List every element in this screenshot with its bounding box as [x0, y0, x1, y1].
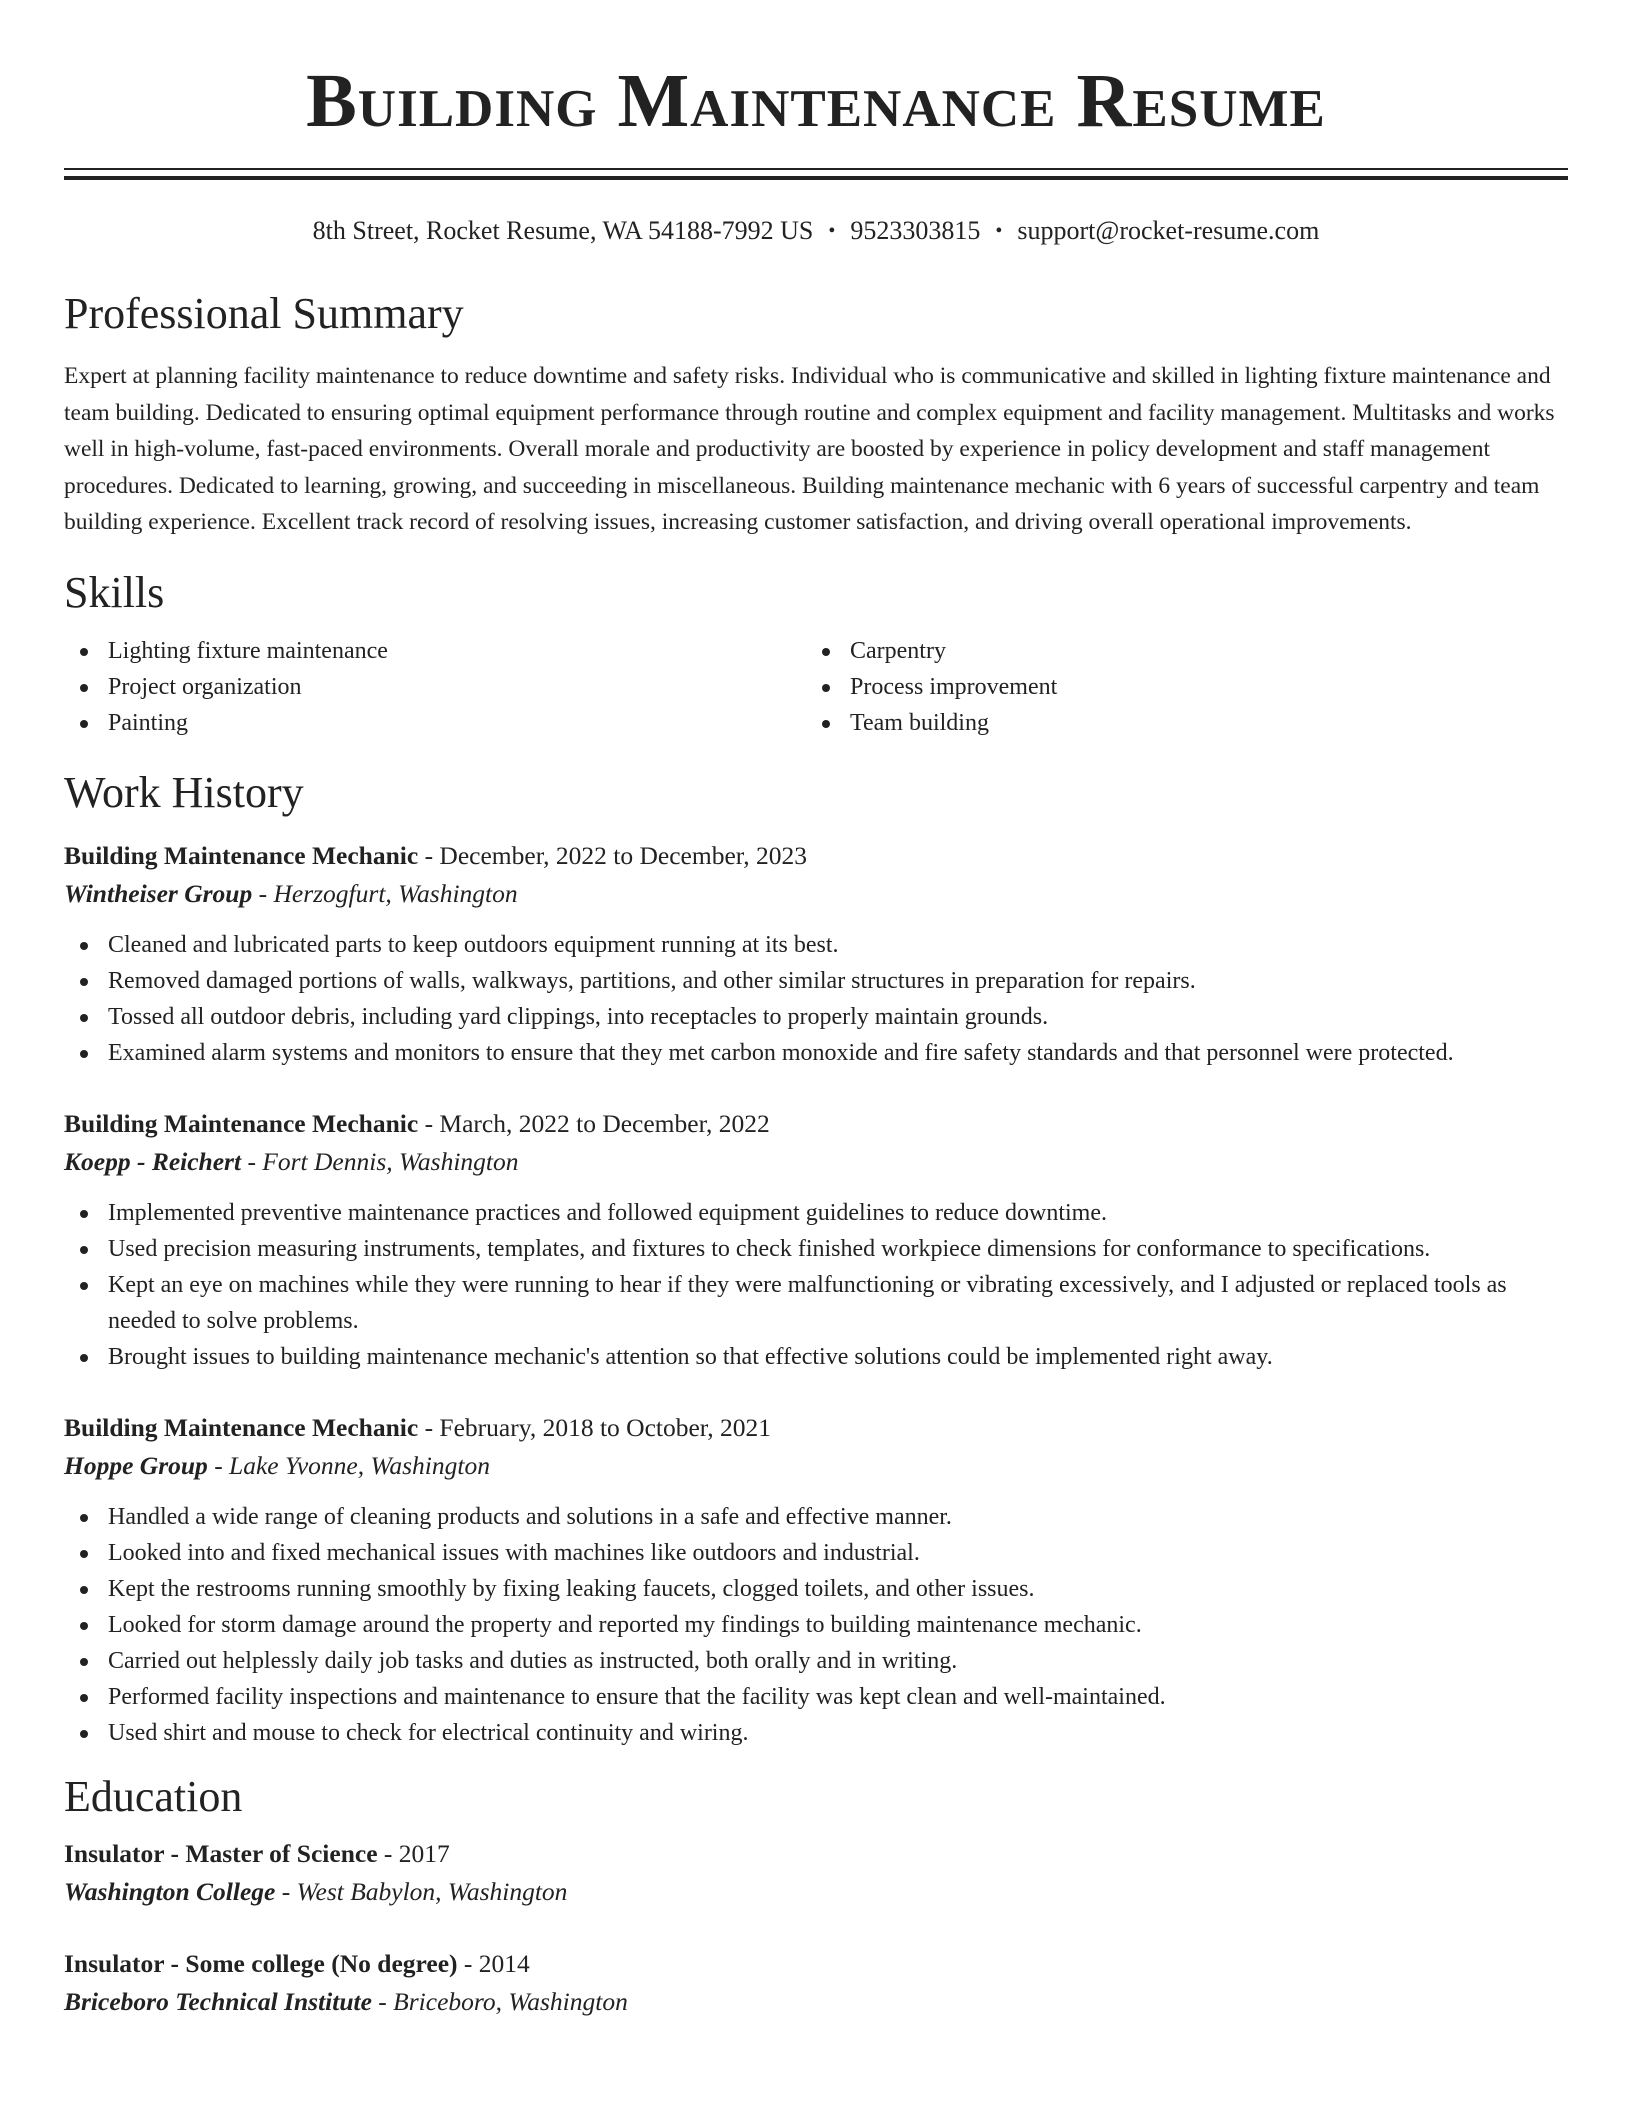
job-bullet: Brought issues to building maintenance mechanic's attention so that effective solutions could be implemented right away.	[64, 1339, 1568, 1375]
education-heading: Education	[64, 1771, 243, 1821]
job-company: Koepp - Reichert	[64, 1146, 242, 1176]
job-entry	[64, 1409, 1568, 1751]
skill-item: Team building	[806, 705, 1548, 741]
contact-phone: 9523303815	[850, 216, 981, 245]
job-location: - Herzogfurt, Washington	[252, 878, 518, 908]
job-title: Building Maintenance Mechanic	[64, 1108, 419, 1138]
education-location: - West Babylon, Washington	[275, 1876, 568, 1906]
skill-item: Process improvement	[806, 669, 1548, 705]
job-title: Building Maintenance Mechanic	[64, 840, 419, 870]
job-bullet: Used precision measuring instruments, templates, and fixtures to check finished workpiece dimensions for conformance to specifications.	[64, 1231, 1568, 1267]
job-dates: - December, 2022 to December, 2023	[418, 840, 808, 870]
skills-list	[64, 633, 1568, 741]
job-bullets	[64, 1499, 1568, 1751]
contact-line	[64, 216, 1568, 246]
contact-separator: •	[995, 220, 1003, 242]
job-title-line	[64, 837, 1568, 875]
job-bullet: Cleaned and lubricated parts to keep outdoors equipment running at its best.	[64, 927, 1568, 963]
job-entry	[64, 1105, 1568, 1375]
education-location: - Briceboro, Washington	[371, 1986, 628, 2016]
skill-item: Carpentry	[806, 633, 1548, 669]
job-title: Building Maintenance Mechanic	[64, 1412, 419, 1442]
skills-column-left	[64, 633, 806, 741]
skill-item: Lighting fixture maintenance	[64, 633, 806, 669]
title-divider-thick	[64, 176, 1568, 180]
education-degree: Insulator - Some college (No degree)	[64, 1948, 458, 1978]
job-bullet: Carried out helplessly daily job tasks and duties as instructed, both orally and in writing.	[64, 1643, 1568, 1679]
job-bullet: Looked into and fixed mechanical issues with machines like outdoors and industrial.	[64, 1535, 1568, 1571]
job-company-line	[64, 1447, 1568, 1485]
job-bullet: Removed damaged portions of walls, walkways, partitions, and other similar structures in preparation for repairs.	[64, 963, 1568, 999]
job-bullet: Performed facility inspections and maintenance to ensure that the facility was kept clean and well-maintained.	[64, 1679, 1568, 1715]
job-company-line	[64, 1143, 1568, 1181]
job-company-line	[64, 875, 1568, 913]
job-bullet: Handled a wide range of cleaning products and solutions in a safe and effective manner.	[64, 1499, 1568, 1535]
contact-separator: •	[828, 220, 836, 242]
education-degree-line	[64, 1835, 1568, 1873]
education-school: Briceboro Technical Institute	[64, 1986, 372, 2016]
job-company: Hoppe Group	[64, 1450, 208, 1480]
job-location: - Lake Yvonne, Washington	[207, 1450, 490, 1480]
contact-address: 8th Street, Rocket Resume, WA 54188-7992 US	[312, 216, 814, 245]
education-school: Washington College	[64, 1876, 276, 1906]
title-divider-thin	[64, 168, 1568, 170]
summary-heading: Professional Summary	[64, 289, 464, 338]
job-bullet: Looked for storm damage around the property and reported my findings to building maintenance mechanic.	[64, 1607, 1568, 1643]
job-bullet: Used shirt and mouse to check for electrical continuity and wiring.	[64, 1715, 1568, 1751]
skill-item: Painting	[64, 705, 806, 741]
work-history-heading: Work History	[64, 767, 304, 817]
job-bullet: Tossed all outdoor debris, including yard clippings, into receptacles to properly maintain grounds.	[64, 999, 1568, 1035]
job-entry	[64, 837, 1568, 1071]
job-bullet: Implemented preventive maintenance practices and followed equipment guidelines to reduce downtime.	[64, 1195, 1568, 1231]
education-year: - 2017	[377, 1838, 450, 1868]
summary-text: Expert at planning facility maintenance to reduce downtime and safety risks. Individual who is communicative and skilled in lighting fixture maintenance and team building. Dedicated to ensuring optimal equipment performance through routine and complex equipment and facility management. Multitasks and works well in high-volume, fast-paced environments. Overall morale and productivity are boosted by experience in policy development and staff management procedures. Dedicated to learning, growing, and succeeding in miscellaneous. Building maintenance mechanic with 6 years of successful carpentry and team building experience. Excellent track record of resolving issues, increasing customer satisfaction, and driving overall operational improvements.	[64, 363, 1555, 535]
skills-column-right	[806, 633, 1548, 741]
resume-page	[64, 0, 1568, 2021]
job-bullets	[64, 1195, 1568, 1375]
job-bullets	[64, 927, 1568, 1071]
education-degree-line	[64, 1945, 1568, 1983]
job-bullet: Kept the restrooms running smoothly by fixing leaking faucets, clogged toilets, and other issues.	[64, 1571, 1568, 1607]
education-school-line	[64, 1873, 1568, 1911]
job-bullet: Examined alarm systems and monitors to ensure that they met carbon monoxide and fire safety standards and that personnel were protected.	[64, 1035, 1568, 1071]
job-dates: - February, 2018 to October, 2021	[418, 1412, 772, 1442]
job-company: Wintheiser Group	[64, 878, 253, 908]
skill-item: Project organization	[64, 669, 806, 705]
contact-email: support@rocket-resume.com	[1017, 216, 1320, 245]
job-title-line	[64, 1409, 1568, 1447]
education-entry	[64, 1835, 1568, 1911]
skills-heading: Skills	[64, 567, 165, 617]
resume-title: Building Maintenance Resume	[306, 59, 1326, 143]
education-school-line	[64, 1983, 1568, 2021]
education-year: - 2014	[457, 1948, 530, 1978]
job-dates: - March, 2022 to December, 2022	[418, 1108, 770, 1138]
job-title-line	[64, 1105, 1568, 1143]
job-location: - Fort Dennis, Washington	[241, 1146, 519, 1176]
job-bullet: Kept an eye on machines while they were running to hear if they were malfunctioning or vibrating excessively, and I adjusted or replaced tools as needed to solve problems.	[64, 1267, 1568, 1339]
education-entry	[64, 1945, 1568, 2021]
education-degree: Insulator - Master of Science	[64, 1838, 378, 1868]
